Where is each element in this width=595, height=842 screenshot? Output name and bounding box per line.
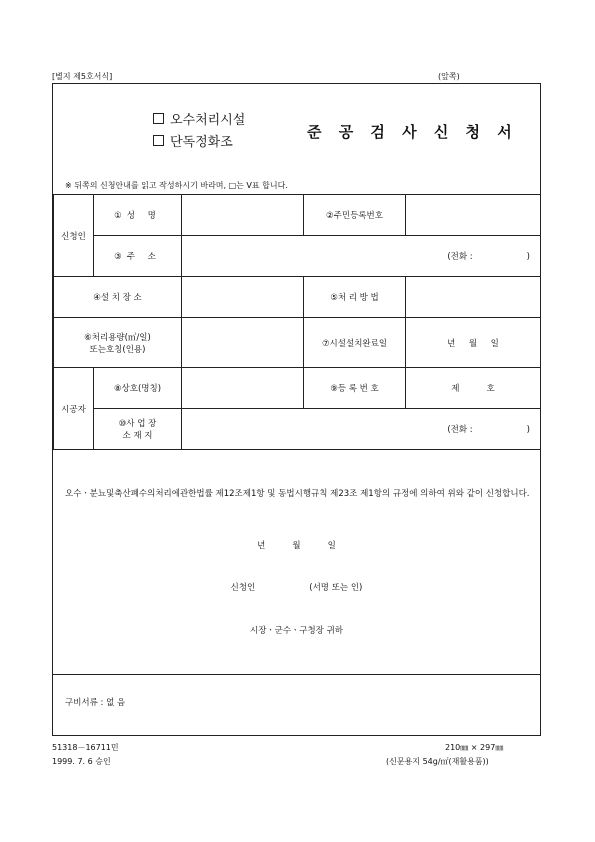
capacity-field[interactable] <box>182 318 304 368</box>
signing-date[interactable] <box>53 539 540 551</box>
name-label: ①성 명 <box>94 195 182 236</box>
checkbox-icon[interactable] <box>153 113 164 124</box>
address-label: ③주 소 <box>94 236 182 277</box>
office-field[interactable] <box>182 409 541 450</box>
method-label: ⑤처 리 방 법 <box>304 277 406 318</box>
divider <box>53 674 540 675</box>
page-title: 준 공 검 사 신 청 서 <box>307 123 518 141</box>
footer-code: 51318－16711민 <box>52 743 119 752</box>
applicant-group-label: 신청인 <box>54 195 94 277</box>
notice-text: ※ 뒤쪽의 신청안내를 읽고 작성하시기 바라며, □는 V표 합니다. <box>65 181 288 190</box>
applicant-signature[interactable] <box>53 581 540 593</box>
completion-date-field[interactable] <box>406 318 541 368</box>
capacity-label-line1: ⑥처리용량(㎥/일) <box>84 332 151 343</box>
form-number: [별지 제5호서식] <box>52 72 113 81</box>
company-label: ⑧상호(명칭) <box>94 368 182 409</box>
footer-paper-type: (신문용지 54g/㎡(재활용품)) <box>386 757 489 766</box>
contractor-group-label: 시공자 <box>54 368 94 450</box>
application-form <box>52 83 541 736</box>
page-side: (앞쪽) <box>438 72 460 81</box>
completion-date: 년 월 일 <box>447 338 499 349</box>
rrn-field[interactable] <box>406 195 541 236</box>
title-area <box>53 84 540 192</box>
rrn-label: ②주민등록번호 <box>304 195 406 236</box>
footer-approval: 1999. 7. 6 승인 <box>52 757 111 766</box>
addressee: 시장ㆍ군수ㆍ구청장 귀하 <box>249 626 344 636</box>
name-field[interactable] <box>182 195 304 236</box>
office-label <box>94 409 182 450</box>
signature-text: 신청인 (서명 또는 인) <box>230 583 363 593</box>
location-label: ④설 치 장 소 <box>54 277 182 318</box>
registration-field[interactable] <box>406 368 541 409</box>
registration-label: ⑨등 록 번 호 <box>304 368 406 409</box>
contractor-phone: (전화 : ) <box>447 425 530 435</box>
company-field[interactable] <box>182 368 304 409</box>
required-documents: 구비서류 : 없 음 <box>65 698 126 708</box>
option-label: 단독정화조 <box>170 135 233 150</box>
declaration-text: 오수ㆍ분뇨및축산폐수의처리에관한법률 제12조제1항 및 동법시행규칙 제23조 제1항의 규정에 의하여 위와 같이 신청합니다. <box>65 489 530 499</box>
form-table <box>53 194 541 450</box>
completion-label: ⑦시설설치완료일 <box>304 318 406 368</box>
option-septic-tank[interactable] <box>153 131 233 150</box>
method-field[interactable] <box>406 277 541 318</box>
applicant-phone: (전화 : ) <box>447 252 530 262</box>
footer-paper-size: 210㎜ × 297㎜ <box>445 743 504 752</box>
office-label-line1: ⑩사 업 장 <box>118 419 157 429</box>
option-label: 오수처리시설 <box>170 113 246 128</box>
capacity-label-line2: 또는호칭(인용) <box>89 344 146 355</box>
address-field[interactable] <box>182 236 541 277</box>
capacity-label <box>54 318 182 368</box>
signing-date-text: 년 월 일 <box>257 541 336 551</box>
location-field[interactable] <box>182 277 304 318</box>
office-label-line2: 소 재 지 <box>122 431 153 441</box>
option-sewage-facility[interactable] <box>153 109 245 128</box>
checkbox-icon[interactable] <box>153 135 164 146</box>
registration-number: 제 호 <box>451 384 495 394</box>
